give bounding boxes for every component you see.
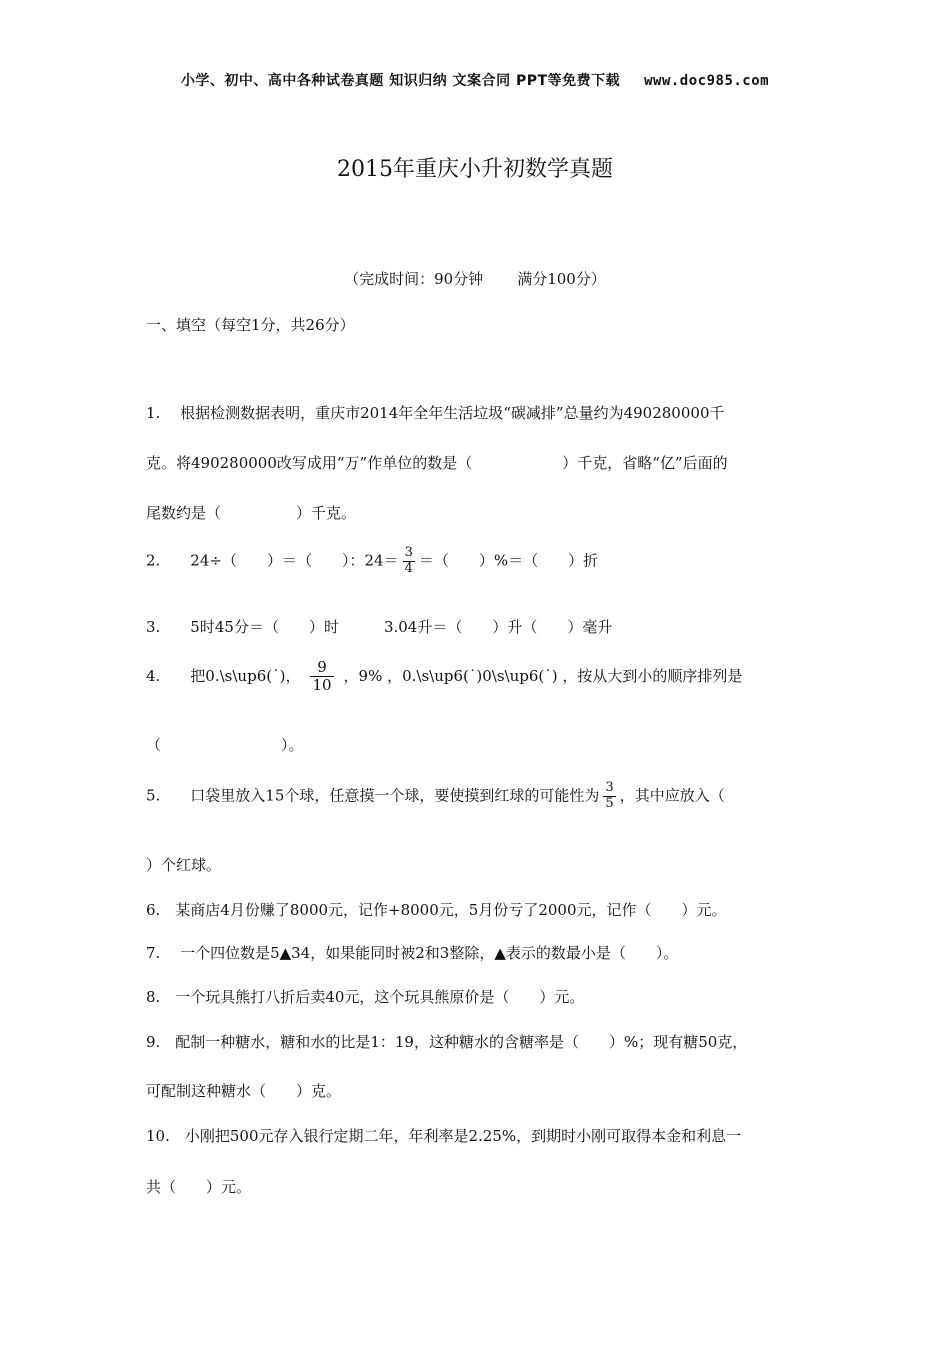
q5-line bbox=[146, 781, 725, 812]
q4-fraction bbox=[310, 659, 333, 695]
q5-numerator: 3 bbox=[605, 780, 614, 795]
q2-numerator: 3 bbox=[404, 545, 413, 560]
section-heading: 一、填空（每空1分，共26分） bbox=[146, 316, 355, 334]
q4-line2: （ ）。 bbox=[146, 736, 304, 754]
q8-line: 8. 一个玩具熊打八折后卖40元，这个玩具熊原价是（ ）元。 bbox=[146, 988, 585, 1006]
q2-fraction bbox=[403, 546, 415, 577]
q10-line2: 共（ ）元。 bbox=[146, 1178, 252, 1196]
q5-fraction bbox=[603, 781, 615, 812]
q7-line: 7. 一个四位数是5▲34，如果能同时被2和3整除，▲表示的数最小是（ ）。 bbox=[146, 944, 679, 962]
q4-denominator: 10 bbox=[312, 676, 332, 695]
q2-denominator: 4 bbox=[404, 560, 413, 576]
header-text: 小学、初中、高中各种试卷真题 知识归纳 文案合同 PPT等免费下载 bbox=[180, 73, 621, 89]
exam-info bbox=[0, 268, 950, 289]
q5-denominator: 5 bbox=[605, 795, 614, 811]
q10-line1: 10. 小刚把500元存入银行定期二年，年利率是2.25%，到期时小刚可取得本金和利息一 bbox=[146, 1127, 742, 1145]
q9-line2: 可配制这种糖水（ ）克。 bbox=[146, 1082, 342, 1100]
q3-line: 3. 5时45分＝（ ）时 3.04升＝（ ）升（ ）毫升 bbox=[146, 618, 613, 636]
exam-score: 满分100分） bbox=[517, 270, 606, 288]
q9-line1: 9. 配制一种糖水，糖和水的比是1：19，这种糖水的含糖率是（ ）%；现有糖50克， bbox=[146, 1033, 748, 1051]
q4-line bbox=[146, 659, 742, 695]
q2-line bbox=[146, 546, 598, 577]
q6-line: 6. 某商店4月份赚了8000元，记作+8000元，5月份亏了2000元，记作（ ）元。 bbox=[146, 901, 727, 919]
q5-after: ，其中应放入（ bbox=[619, 786, 725, 805]
q1-line1: 1. 根据检测数据表明，重庆市2014年全年生活垃圾“碳减排”总量约为490280000千 bbox=[146, 404, 725, 422]
q4-after: ，9% ，0.\s\up6(˙)0\s\up6(˙) ，按从大到小的顺序排列是 bbox=[343, 666, 743, 685]
q4-before: 4. 把0.\s\up6(˙)， bbox=[146, 666, 301, 685]
q4-numerator: 9 bbox=[317, 658, 327, 676]
q2-after: ＝（ ）%＝（ ）折 bbox=[418, 551, 599, 570]
q5-line2: ）个红球。 bbox=[146, 856, 222, 874]
q1-line3: 尾数约是（ ）千克。 bbox=[146, 504, 357, 522]
q1-line2: 克。将490280000改写成用“万”作单位的数是（ ）千克，省略“亿”后面的 bbox=[146, 454, 728, 472]
q5-before: 5. 口袋里放入15个球，任意摸一个球，要使摸到红球的可能性为 bbox=[146, 786, 600, 805]
header-url[interactable]: www.doc985.com bbox=[644, 73, 770, 89]
site-header bbox=[0, 70, 950, 90]
exam-time: （完成时间：90分钟 bbox=[344, 270, 484, 288]
page-title: 2015年重庆小升初数学真题 bbox=[337, 157, 613, 182]
q2-before: 2. 24÷（ ）＝（ ）：24＝ bbox=[146, 551, 399, 570]
